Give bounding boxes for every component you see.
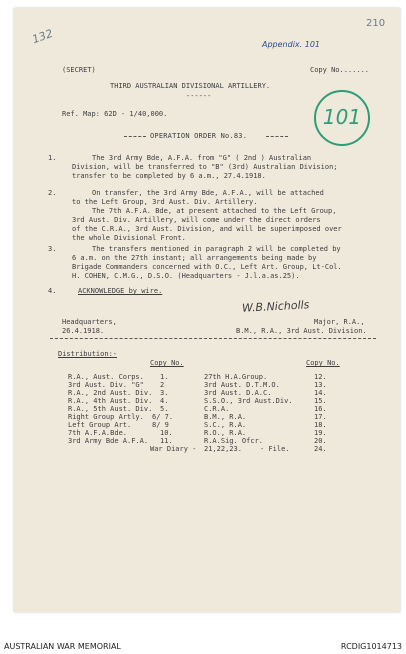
distribution-left-name: R.A., 5th Aust. Div.: [68, 405, 153, 413]
distribution-left-copy: 6/ 7.: [152, 413, 174, 421]
distribution-right-name: 27th H.A.Group.: [204, 373, 268, 381]
distribution-left-name: 3rd Army Bde A.F.A.: [68, 437, 149, 445]
circled-number: 101: [322, 105, 362, 129]
distribution-right-copy: 14.: [314, 389, 327, 397]
map-reference: Ref. Map: 62D - 1/40,000.: [62, 110, 168, 118]
distribution-right-name: 3rd Aust. D.T.M.O.: [204, 381, 280, 389]
archive-footer: [0, 640, 406, 654]
order-title-dash-right: [266, 136, 288, 137]
distribution-right-copy: 13.: [314, 381, 327, 389]
distribution-right-copy: 20.: [314, 437, 327, 445]
archive-record-id: RCDIG1014713: [340, 642, 402, 651]
war-diary-copies: 21,22,23.: [204, 445, 242, 453]
signature: W.B.Nicholls: [241, 298, 310, 315]
distribution-right-copy: 12.: [314, 373, 327, 381]
para-2-line: to the Left Group, 3rd Aust. Div. Artillery.: [72, 198, 258, 206]
para-1-number: 1.: [48, 154, 57, 162]
archive-name: AUSTRALIAN WAR MEMORIAL: [4, 642, 121, 651]
distribution-right-name: C.R.A.: [204, 405, 230, 413]
classification: (SECRET): [62, 66, 96, 74]
distribution-left-copy: 5.: [160, 405, 169, 413]
para-3-line: Brigade Commanders concerned with O.C., Left Art. Group, Lt-Col.: [72, 263, 342, 271]
para-3-line: The transfers mentioned in paragraph 2 will be completed by: [92, 245, 341, 253]
distribution-left-name: R.A., 2nd Aust. Div.: [68, 389, 153, 397]
operation-order-title: OPERATION ORDER No.83.: [150, 132, 248, 140]
document-title: THIRD AUSTRALIAN DIVISIONAL ARTILLERY.: [110, 82, 271, 90]
para-3-line: 6 a.m. on the 27th instant; all arrangements being made by: [72, 254, 317, 262]
distribution-left-copy: 8/ 9: [152, 421, 169, 429]
distribution-right-copy: 15.: [314, 397, 327, 405]
para-3-line: H. COHEN, C.M.G., D.S.O. (Headquarters - J.l.a.as.25).: [72, 272, 300, 280]
war-diary-label: War Diary -: [150, 445, 197, 453]
para-2-line: the whole Divisional Front.: [72, 234, 186, 242]
para-2-line: of the C.R.A., 3rd Aust. Division, and will be superimposed over: [72, 225, 342, 233]
para-2-line: 3rd Aust. Div. Artillery, will come under the direct orders: [72, 216, 321, 224]
order-title-dash-left: [124, 136, 146, 137]
appendix-annotation: Appendix. 101: [262, 40, 321, 49]
distribution-left-name: R.A., Aust. Corps.: [68, 373, 144, 381]
distribution-right-name: S.S.O., 3rd Aust.Div.: [204, 397, 293, 405]
distribution-left-name: Left Group Art.: [68, 421, 132, 429]
distribution-left-copy: 3.: [160, 389, 169, 397]
section-divider: [50, 338, 376, 339]
para-1-line: The 3rd Army Bde, A.F.A. from "G" ( 2nd ) Australian: [92, 154, 312, 162]
headquarters-label: Headquarters,: [62, 318, 117, 326]
distribution-left-copy: 2: [160, 381, 165, 389]
signoff-rank: Major, R.A.,: [314, 318, 365, 326]
file-label: - File.: [260, 445, 290, 453]
distribution-copy-header-right: Copy No.: [306, 359, 340, 367]
distribution-left-name: 7th A.F.A.Bde.: [68, 429, 128, 437]
distribution-right-name: S.C., R.A.: [204, 421, 247, 429]
distribution-right-name: R.O., R.A.: [204, 429, 247, 437]
distribution-heading: Distribution:-: [58, 350, 118, 358]
para-3-number: 3.: [48, 245, 57, 253]
para-2-number: 2.: [48, 189, 57, 197]
para-4-number: 4.: [48, 287, 57, 295]
distribution-left-name: R.A., 4th Aust. Div.: [68, 397, 153, 405]
para-1-line: transfer to be completed by 6 a.m., 27.4.1918.: [72, 172, 266, 180]
file-copy: 24.: [314, 445, 327, 453]
distribution-right-copy: 18.: [314, 421, 327, 429]
distribution-copy-header-left: Copy No.: [150, 359, 184, 367]
distribution-left-name: Right Group Artly.: [68, 413, 144, 421]
title-rule: ------: [186, 92, 212, 100]
signoff-position: B.M., R.A., 3rd Aust. Division.: [236, 327, 367, 335]
corner-number-annotation: 132: [30, 26, 55, 47]
para-1-line: Division, will be transferred to "B" (3rd) Australian Division;: [72, 163, 338, 171]
para-2-line: The 7th A.F.A. Bde, at present attached to the Left Group,: [92, 207, 337, 215]
distribution-right-name: R.A.Sig. Ofcr.: [204, 437, 264, 445]
para-2-line: On transfer, the 3rd Army Bde, A.F.A., will be attached: [92, 189, 324, 197]
distribution-right-name: 3rd Aust. D.A.C.: [204, 389, 272, 397]
para-4-acknowledge: ACKNOWLEDGE by wire.: [78, 287, 163, 295]
circled-number-stamp: [314, 90, 370, 146]
distribution-left-name: 3rd Aust. Div. "G": [68, 381, 144, 389]
distribution-left-copy: 4.: [160, 397, 169, 405]
distribution-left-copy: 10.: [160, 429, 173, 437]
distribution-right-name: B.M., R.A.: [204, 413, 247, 421]
distribution-left-copy: 1.: [160, 373, 169, 381]
copy-number: Copy No.......: [310, 66, 370, 74]
distribution-right-copy: 16.: [314, 405, 327, 413]
distribution-left-copy: 11.: [160, 437, 173, 445]
document-page: [14, 8, 400, 612]
signoff-date: 26.4.1918.: [62, 327, 105, 335]
distribution-right-copy: 17.: [314, 413, 327, 421]
page-number-annotation: 210: [366, 18, 386, 29]
distribution-right-copy: 19.: [314, 429, 327, 437]
